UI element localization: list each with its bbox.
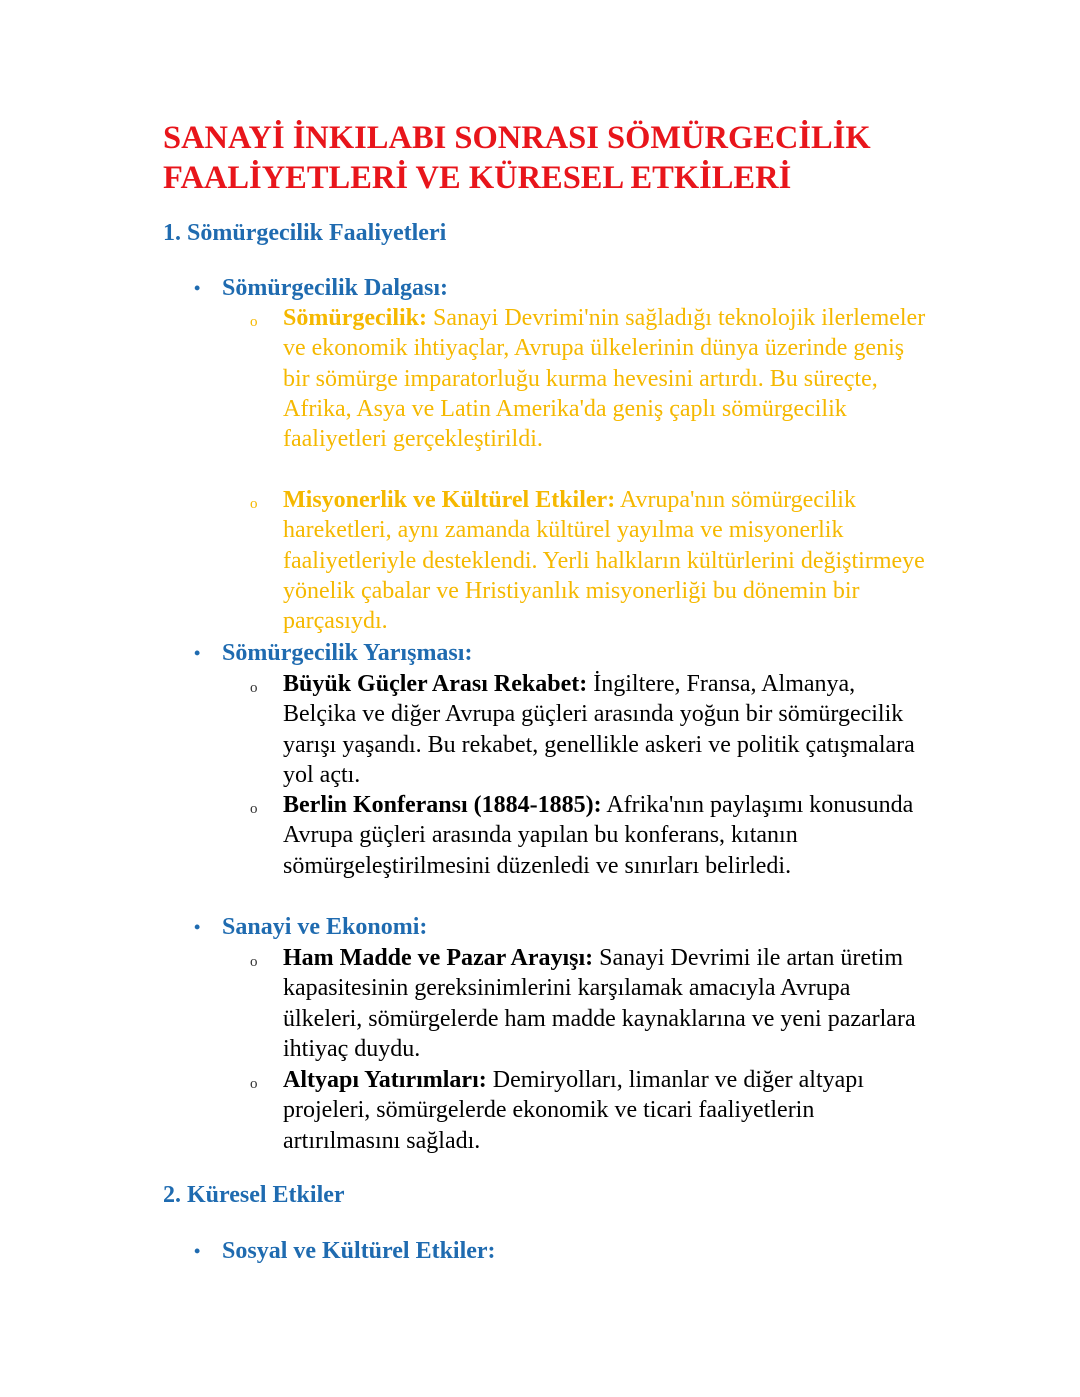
bullet-somurgecilik-dalgasi — [194, 273, 448, 303]
sub-bullet-icon: o — [250, 496, 258, 512]
sub-item-somurgecilik — [250, 303, 933, 454]
sub-item-text: Afrika'nın paylaşımı konusunda Avrupa güçleri arasında yapılan bu konferans, kıtanın sömürgeleştirilmesini düzenledi ve sınırları belirledi. — [283, 792, 914, 879]
sub-item-term: Altyapı Yatırımları: — [283, 1067, 487, 1093]
bullet-dot-icon: • — [194, 1241, 201, 1261]
sub-item-text: Avrupa'nın sömürgecilik hareketleri, aynı zamanda kültürel yayılma ve misyonerlik faaliyetleriyle desteklendi. Yerli halkların kültürlerini değiştirmeye yönelik çabalar ve Hristiyanlık misyonerliği bu dönemin bir parçasıydı. — [283, 487, 925, 635]
sub-item-berlin-konferansi — [250, 790, 933, 881]
bullet-sosyal-ve-kulturel — [194, 1236, 496, 1266]
sub-item-text: Demiryolları, limanlar ve diğer altyapı projeleri, sömürgelerde ekonomik ve ticari faaliyetlerin artırılmasını sağladı. — [283, 1067, 864, 1154]
page-title: SANAYİ İNKILABI SONRASI SÖMÜRGECİLİK FAALİYETLERİ VE KÜRESEL ETKİLERİ — [163, 120, 871, 196]
sub-bullet-icon: o — [250, 1076, 258, 1092]
sub-item-text: Sanayi Devrimi ile artan üretim kapasitesinin gereksinimlerini karşılamak amacıyla Avrupa ülkeleri, sömürgelerde ham madde kaynaklarına ve yeni pazarlara ihtiyaç duydu. — [283, 945, 916, 1062]
bullet-sanayi-ve-ekonomi — [194, 912, 428, 942]
sub-item-rekabet — [250, 669, 933, 790]
bullet-dot-icon: • — [194, 643, 201, 663]
sub-item-text: İngiltere, Fransa, Almanya, Belçika ve diğer Avrupa güçleri arasında yoğun bir sömürgecilik yarışı yaşandı. Bu rekabet, genellikle askeri ve politik çatışmalara yol açtı. — [283, 671, 915, 788]
sub-bullet-icon: o — [250, 954, 258, 970]
section-heading-1: 1. Sömürgecilik Faaliyetleri — [163, 220, 447, 246]
bullet-label: Sömürgecilik Yarışması: — [222, 640, 473, 666]
bullet-dot-icon: • — [194, 917, 201, 937]
sub-bullet-icon: o — [250, 801, 258, 817]
bullet-somurgecilik-yarismasi — [194, 638, 473, 668]
bullet-label: Sömürgecilik Dalgası: — [222, 275, 448, 301]
sub-item-altyapi — [250, 1065, 933, 1156]
sub-item-text: Sanayi Devrimi'nin sağladığı teknolojik ilerlemeler ve ekonomik ihtiyaçlar, Avrupa ülkelerinin dünya üzerinde geniş bir sömürge imparatorluğu kurma hevesini artırdı. Bu süreçte, Afrika, Asya ve Latin Amerika'da geniş çaplı sömürgecilik faaliyetleri gerçekleştirildi. — [283, 305, 926, 453]
sub-bullet-icon: o — [250, 680, 258, 696]
sub-item-term: Sömürgecilik: — [283, 305, 427, 331]
sub-bullet-icon: o — [250, 314, 258, 330]
section-heading-2: 2. Küresel Etkiler — [163, 1182, 345, 1208]
sub-item-term: Misyonerlik ve Kültürel Etkiler: — [283, 487, 616, 513]
bullet-label: Sosyal ve Kültürel Etkiler: — [222, 1238, 496, 1264]
sub-item-term: Ham Madde ve Pazar Arayışı: — [283, 945, 594, 971]
bullet-dot-icon: • — [194, 278, 201, 298]
sub-item-ham-madde — [250, 943, 933, 1064]
sub-item-term: Berlin Konferansı (1884-1885): — [283, 792, 602, 818]
bullet-label: Sanayi ve Ekonomi: — [222, 914, 428, 940]
sub-item-term: Büyük Güçler Arası Rekabet: — [283, 671, 588, 697]
sub-item-misyonerlik — [250, 485, 933, 636]
